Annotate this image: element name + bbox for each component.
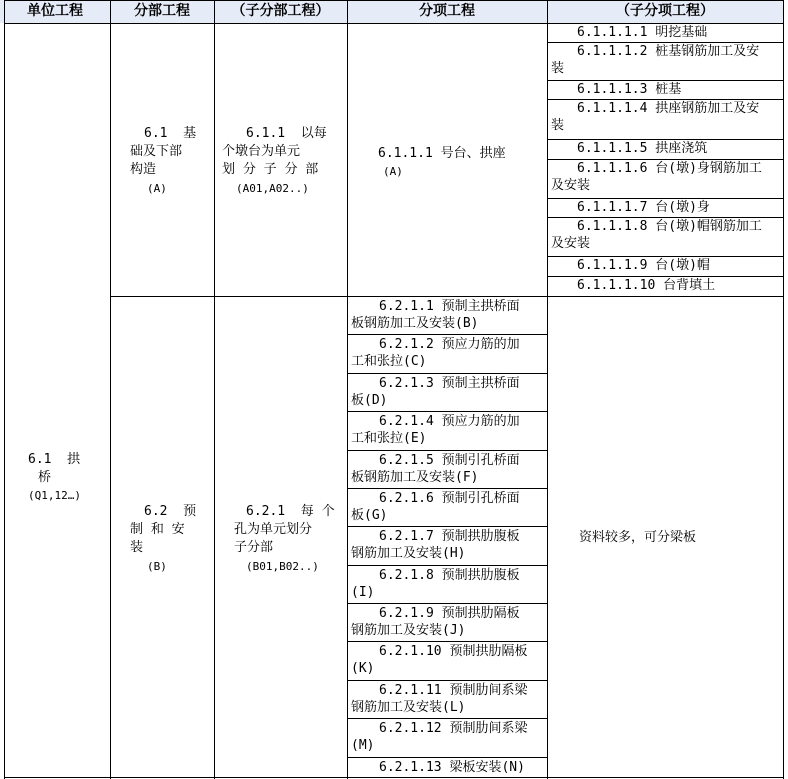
division-2-line2: 制 和 安 xyxy=(130,522,185,537)
unit-project-line2: 桥 xyxy=(38,470,52,485)
item-label-cont: (M) xyxy=(351,738,375,753)
item-row xyxy=(347,566,547,604)
item-label-cont: (K) xyxy=(351,661,375,676)
division-1-code: (A) xyxy=(147,182,167,195)
item-row xyxy=(347,489,547,527)
item-row xyxy=(347,297,547,335)
grid-line xyxy=(547,256,784,257)
note-text: 资料较多，可分梁板 xyxy=(579,530,697,545)
sub-item-row xyxy=(547,276,783,296)
grid-line xyxy=(547,80,784,81)
item-label: 6.2.1.2 预应力筋的加 xyxy=(379,337,520,352)
sub-item-row xyxy=(547,198,783,217)
item-row xyxy=(347,527,547,566)
unit-project-line1: 6.1 拱 xyxy=(28,452,81,467)
item-label: 6.2.1.8 预制拱肋腹板 xyxy=(379,568,520,583)
item-label: 6.2.1.13 梁板安装(N) xyxy=(379,760,525,775)
item-row xyxy=(347,604,547,642)
item-row xyxy=(347,335,547,374)
item-row xyxy=(347,412,547,451)
item-label-cont: 板(D) xyxy=(351,393,388,408)
item-label-cont: 板(G) xyxy=(351,508,388,523)
sub-item-label: 6.1.1.1.5 拱座浇筑 xyxy=(577,141,708,156)
grid-line xyxy=(347,411,548,412)
grid-line xyxy=(347,488,548,489)
item-row xyxy=(347,681,547,719)
item-row xyxy=(347,642,547,681)
sub-division-1-line2: 个墩台为单元 xyxy=(222,144,301,159)
item-label-cont: 钢筋加工及安装(L) xyxy=(351,700,466,715)
sub-item-row xyxy=(547,217,783,256)
sub-division-2-code: (B01,B02..) xyxy=(246,560,319,573)
grid-line xyxy=(547,99,784,100)
item-label-cont: (I) xyxy=(351,585,375,600)
sub-division-1-code: (A01,A02..) xyxy=(236,182,309,195)
grid-line xyxy=(547,276,784,277)
division-1-line1: 6.1 基 xyxy=(144,126,197,141)
sub-division-2-line2: 孔为单元划分 xyxy=(234,522,313,537)
grid-line xyxy=(110,0,111,779)
item-1-line1: 6.1.1.1 号台、拱座 xyxy=(378,146,506,161)
item-label: 6.2.1.7 预制拱肋腹板 xyxy=(379,529,520,544)
grid-line xyxy=(347,680,548,681)
header-sub-division-project: （子分部工程） xyxy=(214,0,347,23)
sub-item-row xyxy=(547,23,783,42)
sub-item-label-cont: 装 xyxy=(551,118,565,133)
sub-division-1-line3: 划 分 子 分 部 xyxy=(222,162,319,177)
grid-line xyxy=(110,296,784,297)
item-label-cont: 钢筋加工及安装(J) xyxy=(351,623,466,638)
item-label: 6.2.1.10 预制拱肋隔板 xyxy=(379,644,528,659)
sub-division-2-line3: 子分部 xyxy=(234,540,274,555)
grid-line xyxy=(4,0,784,1)
grid-line xyxy=(4,23,784,24)
grid-line xyxy=(347,526,548,527)
grid-line xyxy=(4,777,784,778)
item-label: 6.2.1.4 预应力筋的加 xyxy=(379,414,520,429)
grid-line xyxy=(347,334,548,335)
header-division-project: 分部工程 xyxy=(110,0,214,23)
header-unit-project: 单位工程 xyxy=(0,0,110,23)
sub-item-label-cont: 及安装 xyxy=(551,178,591,193)
grid-line xyxy=(547,139,784,140)
grid-line xyxy=(347,757,548,758)
sub-item-label-cont: 及安装 xyxy=(551,236,591,251)
sub-item-row xyxy=(547,99,783,139)
header-sub-item-project: （子分项工程） xyxy=(547,0,783,23)
item-label: 6.2.1.5 预制引孔桥面 xyxy=(379,453,520,468)
division-1-line3: 构造 xyxy=(130,162,157,177)
sub-item-row xyxy=(547,80,783,99)
sub-item-row xyxy=(547,139,783,159)
item-label: 6.2.1.6 预制引孔桥面 xyxy=(379,491,520,506)
sub-item-label: 6.1.1.1.3 桩基 xyxy=(577,82,682,97)
sub-item-label-cont: 装 xyxy=(551,61,565,76)
grid-line xyxy=(347,718,548,719)
item-label-cont: 板钢筋加工及安装(B) xyxy=(351,316,479,331)
division-2-line3: 装 xyxy=(130,540,144,555)
sub-item-label: 6.1.1.1.9 台(墩)帽 xyxy=(577,258,710,273)
unit-project-code: (Q1,12…) xyxy=(28,489,81,502)
grid-line xyxy=(4,0,5,779)
grid-line xyxy=(547,0,548,779)
item-label: 6.2.1.11 预制肋间系梁 xyxy=(379,683,528,698)
sub-item-row xyxy=(547,256,783,276)
item-label-cont: 工和张拉(E) xyxy=(351,431,427,446)
sub-item-label: 6.1.1.1.2 桩基钢筋加工及安 xyxy=(577,44,760,59)
sub-item-row xyxy=(547,42,783,80)
item-row xyxy=(347,374,547,412)
grid-line xyxy=(783,0,784,779)
item-label: 6.2.1.3 预制主拱桥面 xyxy=(379,376,520,391)
grid-line xyxy=(347,0,348,779)
item-label: 6.2.1.1 预制主拱桥面 xyxy=(379,299,520,314)
item-row xyxy=(347,719,547,758)
sub-item-label: 6.1.1.1.4 拱座钢筋加工及安 xyxy=(577,101,760,116)
sub-division-1-line1: 6.1.1 以每 xyxy=(246,126,327,141)
item-row xyxy=(347,451,547,489)
grid-line xyxy=(347,373,548,374)
grid-line xyxy=(347,641,548,642)
grid-line xyxy=(547,198,784,199)
grid-line xyxy=(547,42,784,43)
grid-line xyxy=(547,159,784,160)
grid-line xyxy=(347,603,548,604)
sub-division-2-line1: 6.2.1 每 个 xyxy=(246,504,335,519)
item-1-code: (A) xyxy=(383,165,403,178)
division-1-line2: 础及下部 xyxy=(130,144,183,159)
item-row xyxy=(347,758,547,778)
sub-item-row xyxy=(547,159,783,198)
item-label-cont: 工和张拉(C) xyxy=(351,354,427,369)
grid-line xyxy=(347,565,548,566)
header-item-project: 分项工程 xyxy=(347,0,547,23)
sub-item-label: 6.1.1.1.10 台背填土 xyxy=(577,278,716,293)
grid-line xyxy=(347,450,548,451)
sub-item-label: 6.1.1.1.8 台(墩)帽钢筋加工 xyxy=(577,219,762,234)
division-2-code: (B) xyxy=(147,560,167,573)
grid-line xyxy=(547,217,784,218)
division-2-line1: 6.2 预 xyxy=(144,504,197,519)
sub-item-label: 6.1.1.1.6 台(墩)身钢筋加工 xyxy=(577,161,762,176)
sub-item-label: 6.1.1.1.7 台(墩)身 xyxy=(577,200,710,215)
sub-item-label: 6.1.1.1.1 明挖基础 xyxy=(577,25,708,40)
grid-line xyxy=(214,0,215,779)
item-label-cont: 板钢筋加工及安装(F) xyxy=(351,470,479,485)
item-label: 6.2.1.12 预制肋间系梁 xyxy=(379,721,528,736)
item-label-cont: 钢筋加工及安装(H) xyxy=(351,546,466,561)
item-label: 6.2.1.9 预制拱肋隔板 xyxy=(379,606,520,621)
